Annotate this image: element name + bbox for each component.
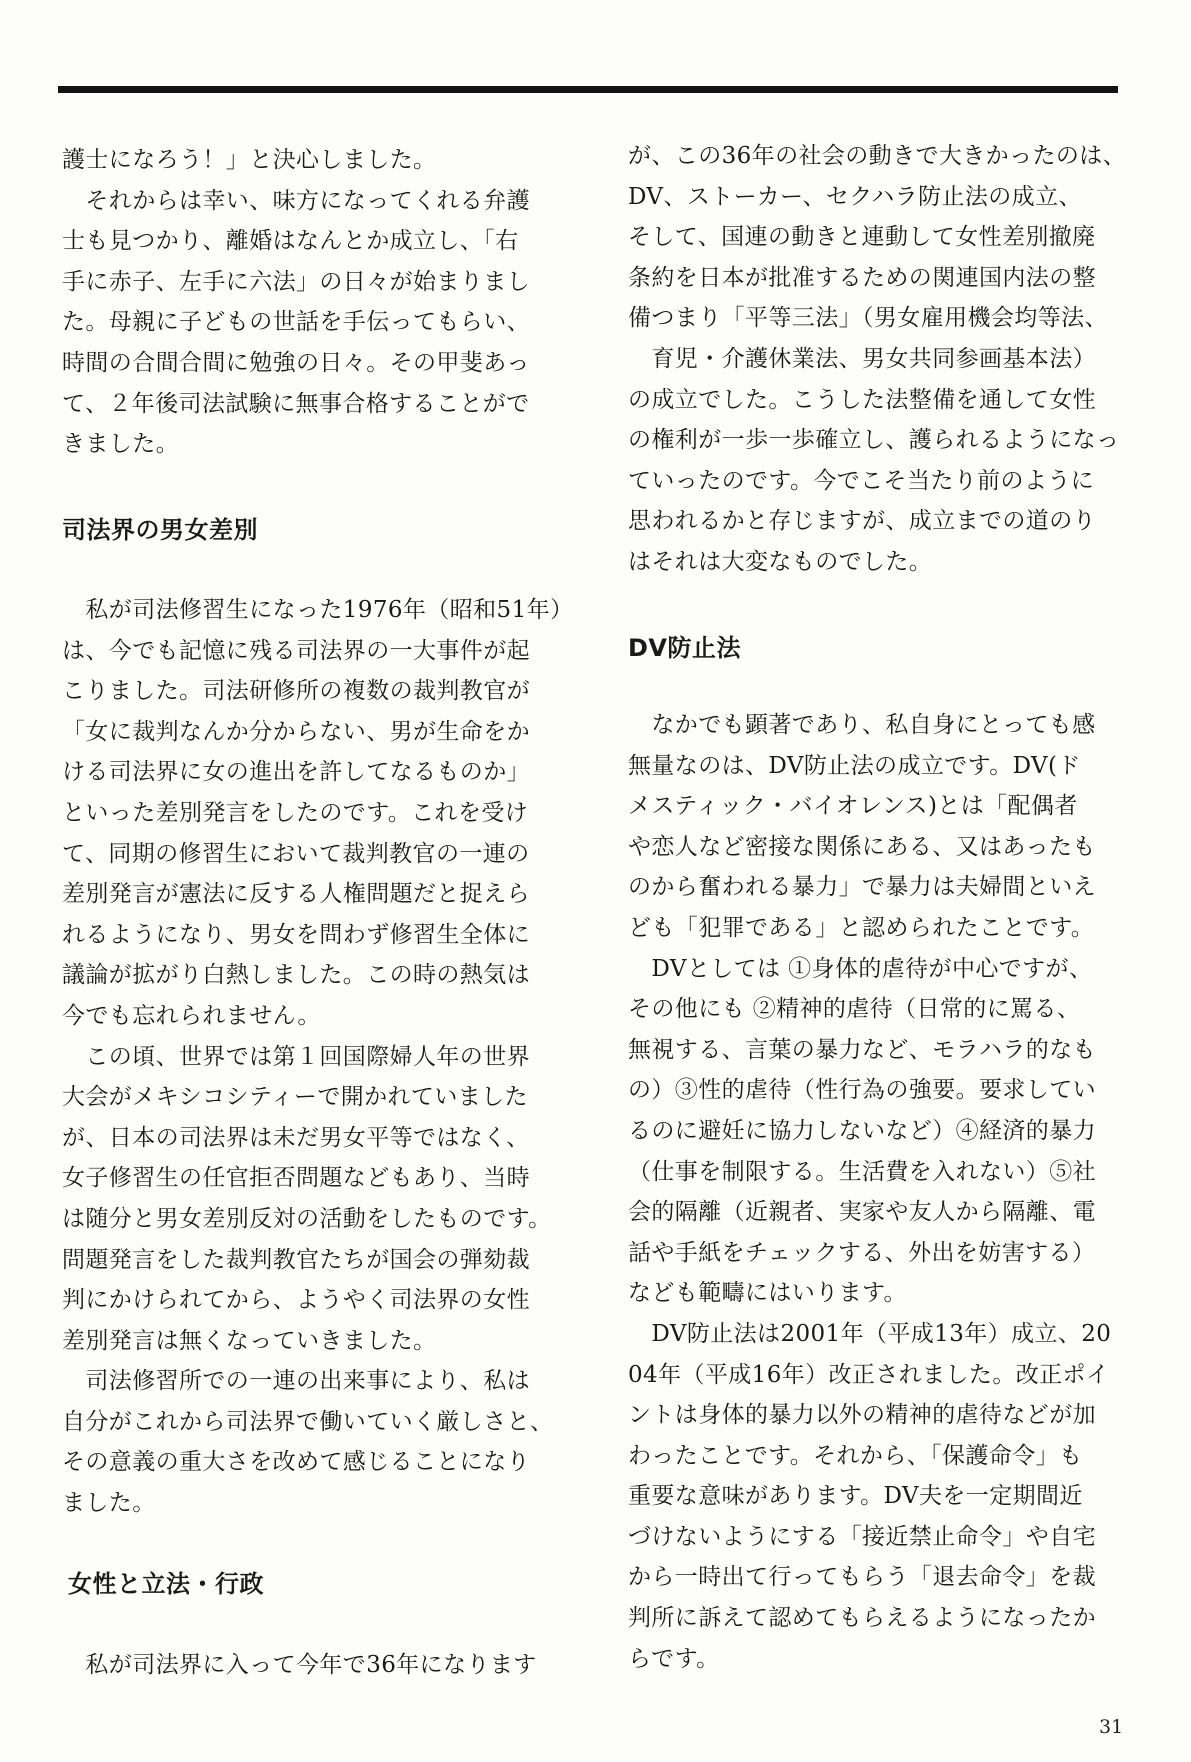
text-line: この頃、世界では第１回国際婦人年の世界 [62, 1043, 530, 1070]
left-paragraph-2 [62, 590, 574, 1524]
text-line: れるようになり、男女を問わず修習生全体に [62, 921, 530, 948]
text-line: 育児・介護休業法、男女共同参画基本法） [628, 345, 1096, 372]
text-line: 司法修習所での一連の出来事により、私は [62, 1368, 530, 1395]
text-line: のから奮われる暴力」で暴力は夫婦間といえ [628, 874, 1096, 901]
text-line: 女子修習生の任官拒否問題などもあり、当時 [62, 1165, 530, 1192]
text-line: 護士になろう！」と決心しました。 [62, 147, 437, 173]
text-line: が、この36年の社会の動きで大きかったのは、 [628, 143, 1127, 169]
text-line: といった差別発言をしたのです。これを受け [62, 799, 529, 826]
text-line: ントは身体的暴力以外の精神的虐待などが加 [628, 1402, 1096, 1429]
text-line: DV防止法は2001年（平成13年）成立、20 [628, 1320, 1112, 1347]
text-line: その他にも ②精神的虐待（日常的に罵る、 [628, 996, 1081, 1023]
text-line: 判にかけられてから、ようやく司法界の女性 [62, 1287, 530, 1314]
text-line: らです。 [628, 1645, 720, 1672]
section-heading-dv-law: DV防止法 [628, 634, 741, 662]
text-line: や恋人など密接な関係にある、又はあったも [628, 833, 1096, 860]
text-line: 問題発言をした裁判教官たちが国会の弾劾裁 [62, 1246, 530, 1273]
text-line: るのに避妊に協力しないなど）④経済的暴力 [628, 1117, 1096, 1144]
text-line: はそれは大変なものでした。 [628, 548, 933, 575]
text-line: DV、ストーカー、セクハラ防止法の成立、 [628, 183, 1082, 210]
text-line: の）③性的虐待（性行為の強要。要求してい [628, 1077, 1096, 1104]
left-paragraph-3 [62, 1645, 562, 1686]
text-line: ていったのです。今でこそ当たり前のように [628, 467, 1095, 494]
text-line: メスティック・バイオレンス)とは「配偶者 [628, 793, 1078, 820]
text-line: 判所に訴えて認めてもらえるようになったか [628, 1605, 1096, 1632]
text-line: 条約を日本が批准するための関連国内法の整 [628, 264, 1096, 291]
text-line: は随分と男女差別反対の活動をしたものです。 [62, 1205, 552, 1232]
text-line: 「女に裁判なんか分からない、男が生命をか [62, 718, 530, 745]
text-line: 04年（平成16年）改正されました。改正ポイ [628, 1361, 1110, 1388]
text-line: 大会がメキシコシティーで開かれていました [62, 1084, 528, 1111]
section-heading-women-legislation: 女性と立法・行政 [68, 1570, 264, 1598]
text-line: その意義の重大さを改めて感じることになり [62, 1449, 530, 1476]
text-line: は、今でも記憶に残る司法界の一大事件が起 [62, 637, 530, 664]
text-line: 思われるかと存じますが、成立までの道のり [628, 508, 1096, 535]
right-paragraph-1 [628, 136, 1128, 583]
text-line: 今でも忘れられません。 [62, 1002, 321, 1029]
text-line: の権利が一歩一歩確立し、護られるようになっ [628, 427, 1120, 454]
text-line: 時間の合間合間に勉強の日々。その甲斐あっ [62, 349, 530, 376]
text-line: きました。 [62, 431, 179, 458]
text-line: DVとしては ①身体的虐待が中心ですが、 [628, 955, 1093, 982]
text-line: それからは幸い、味方になってくれる弁護 [62, 187, 530, 214]
text-line: 備つまり「平等三法」（男女雇用機会均等法、 [628, 305, 1108, 332]
text-line: 差別発言が憲法に反する人権問題だと捉えら [62, 881, 530, 908]
text-line: づけないようにする「接近禁止命令」や自宅 [628, 1523, 1096, 1550]
text-line: 無量なのは、DV防止法の成立です。DV(ド [628, 752, 1081, 779]
text-line: た。母親に子どもの世話を手伝ってもらい、 [62, 309, 530, 336]
text-line: ども「犯罪である」と認められたことです。 [628, 914, 1095, 941]
text-line: 無視する、言葉の暴力など、モラハラ的なも [628, 1036, 1096, 1063]
text-line: の成立でした。こうした法整備を通して女性 [628, 386, 1096, 413]
top-rule [58, 86, 1118, 93]
text-line: ける司法界に女の進出を許してなるものか」 [62, 759, 530, 786]
left-paragraph-1 [62, 140, 562, 465]
text-line: が、日本の司法界は未だ男女平等ではなく、 [62, 1124, 530, 1151]
text-line: 重要な意味があります。DV夫を一定期間近 [628, 1483, 1083, 1510]
text-line: 差別発言は無くなっていきました。 [62, 1327, 437, 1354]
text-line: なども範疇にはいります。 [628, 1280, 907, 1307]
text-line: わったことです。それから、「保護命令」も [628, 1442, 1083, 1469]
text-line: 話や手紙をチェックする、外出を妨害する） [628, 1239, 1096, 1266]
text-line: 会的隔離（近親者、実家や友人から隔離、電 [628, 1199, 1096, 1226]
page-number: 31 [1099, 1716, 1124, 1738]
text-line: （仕事を制限する。生活費を入れない）⑤社 [628, 1158, 1096, 1185]
section-heading-gender-discrimination: 司法界の男女差別 [62, 516, 258, 544]
text-line: 議論が拡がり白熱しました。この時の熱気は [62, 962, 530, 989]
text-line: て、同期の修習生において裁判教官の一連の [62, 840, 530, 867]
text-line: そして、国連の動きと連動して女性差別撤廃 [628, 224, 1096, 251]
text-line: なかでも顕著であり、私自身にとっても感 [628, 712, 1096, 738]
text-line: 自分がこれから司法界で働いていく厳しさと、 [62, 1408, 554, 1435]
text-line: て、２年後司法試験に無事合格することがで [62, 390, 530, 417]
text-line: 士も見つかり、離婚はなんとか成立し、「右 [62, 228, 519, 255]
text-line: 私が司法界に入って今年で36年になります [62, 1652, 537, 1678]
text-line: ました。 [62, 1490, 156, 1517]
right-paragraph-2 [628, 705, 1128, 1679]
text-line: 手に赤子、左手に六法」の日々が始まりまし [62, 268, 530, 295]
text-line: こりました。司法研修所の複数の裁判教官が [62, 678, 530, 705]
text-line: から一時出て行ってもらう「退去命令」を裁 [628, 1564, 1096, 1591]
text-line: 私が司法修習生になった1976年（昭和51年） [62, 597, 574, 623]
